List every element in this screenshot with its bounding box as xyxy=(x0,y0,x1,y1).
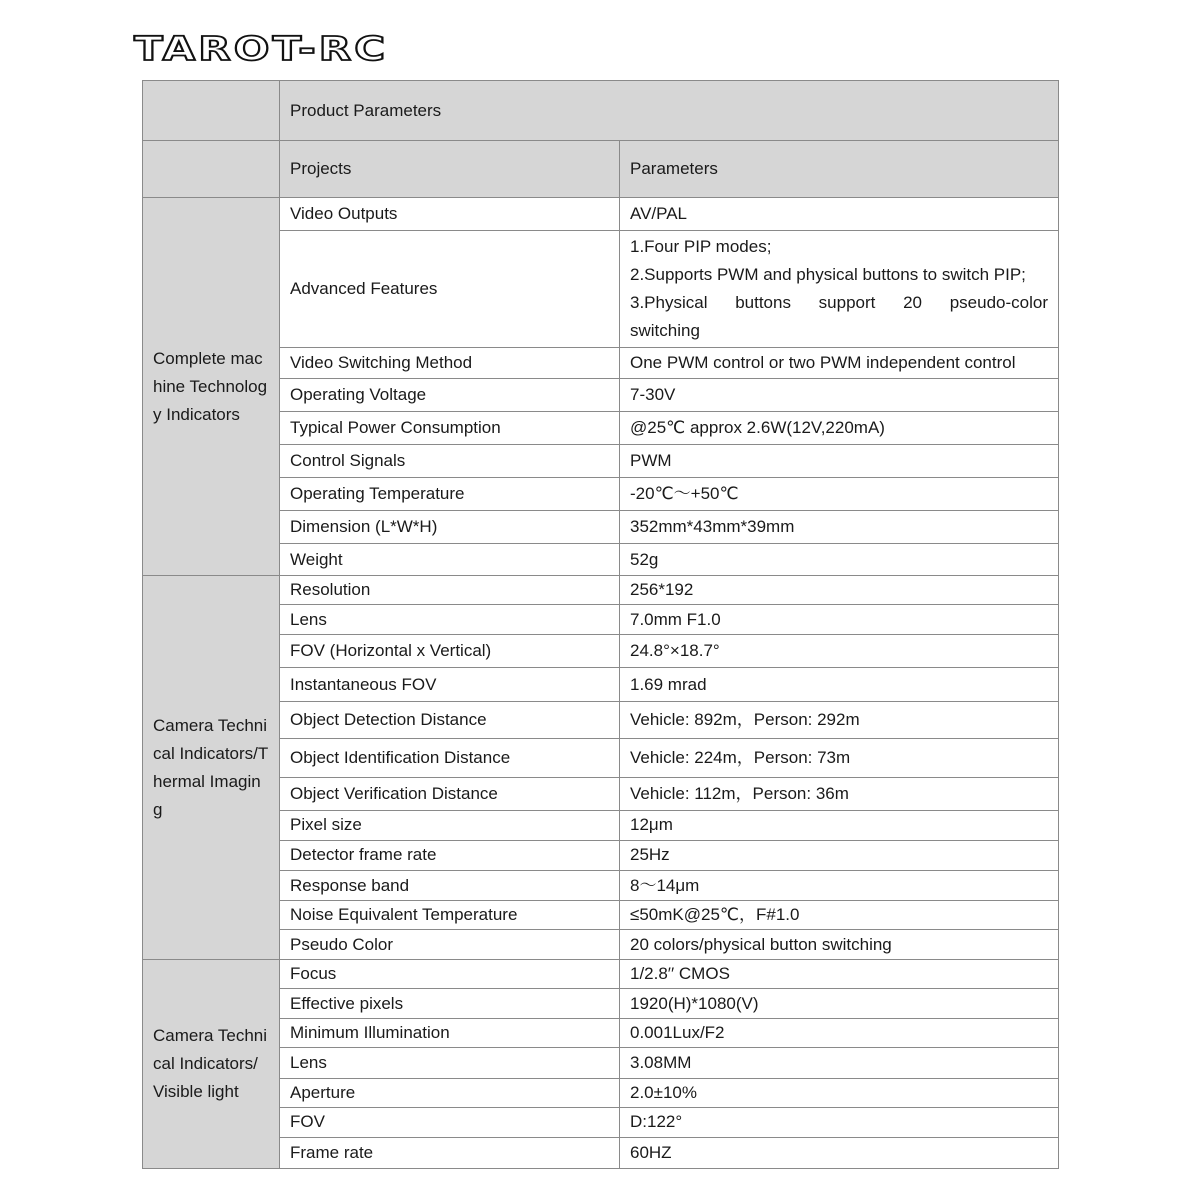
value-cell: 25Hz xyxy=(620,840,1059,870)
feature-line: 2.Supports PWM and physical buttons to switch PIP; xyxy=(630,265,1026,285)
table-row xyxy=(143,930,1059,960)
feature-line: 1.Four PIP modes; xyxy=(630,237,772,257)
value-cell: 352mm*43mm*39mm xyxy=(620,511,1059,544)
table-row xyxy=(143,1048,1059,1078)
header-corner-cell xyxy=(143,141,280,198)
value-cell: 1920(H)*1080(V) xyxy=(620,989,1059,1019)
project-cell: Object Verification Distance xyxy=(280,777,620,810)
value-cell: PWM xyxy=(620,444,1059,477)
value-cell: 60HZ xyxy=(620,1137,1059,1168)
table-row xyxy=(143,378,1059,411)
table-row xyxy=(143,198,1059,231)
table-row xyxy=(143,668,1059,701)
value-cell: AV/PAL xyxy=(620,198,1059,231)
project-cell: Dimension (L*W*H) xyxy=(280,511,620,544)
project-cell: Response band xyxy=(280,870,620,900)
value-cell: 1/2.8′′ CMOS xyxy=(620,960,1059,989)
value-cell: 24.8°×18.7° xyxy=(620,635,1059,668)
project-cell: Typical Power Consumption xyxy=(280,411,620,444)
table-row xyxy=(143,411,1059,444)
project-cell: Pixel size xyxy=(280,810,620,840)
value-cell: 52g xyxy=(620,544,1059,576)
project-cell: Effective pixels xyxy=(280,989,620,1019)
value-cell: 20 colors/physical button switching xyxy=(620,930,1059,960)
table-row xyxy=(143,1107,1059,1137)
project-cell: Focus xyxy=(280,960,620,989)
value-cell: 8～14μm xyxy=(620,870,1059,900)
table-row xyxy=(143,576,1059,605)
table-row xyxy=(143,1137,1059,1168)
feature-line: switching xyxy=(630,321,700,341)
value-cell: 2.0±10% xyxy=(620,1078,1059,1107)
project-cell: Weight xyxy=(280,544,620,576)
value-cell: D:122° xyxy=(620,1107,1059,1137)
project-cell: Operating Voltage xyxy=(280,378,620,411)
table-row xyxy=(143,901,1059,930)
tarot-rc-logo xyxy=(132,28,472,68)
table-row xyxy=(143,635,1059,668)
table-row xyxy=(143,960,1059,989)
project-cell: FOV (Horizontal x Vertical) xyxy=(280,635,620,668)
category-visible-light: Camera Technical Indicators/Visible light xyxy=(143,960,280,1169)
value-cell: -20℃～+50℃ xyxy=(620,478,1059,511)
project-cell: Object Identification Distance xyxy=(280,738,620,777)
value-cell: 3.08MM xyxy=(620,1048,1059,1078)
project-cell: Operating Temperature xyxy=(280,478,620,511)
feature-line: 3.Physical buttons support 20 pseudo-color xyxy=(630,293,1048,313)
table-row xyxy=(143,605,1059,635)
table-row xyxy=(143,1078,1059,1107)
value-cell: 12μm xyxy=(620,810,1059,840)
project-cell: Video Switching Method xyxy=(280,347,620,378)
project-cell: Minimum Illumination xyxy=(280,1019,620,1048)
table-row xyxy=(143,738,1059,777)
table-row xyxy=(143,478,1059,511)
project-cell: Lens xyxy=(280,605,620,635)
project-cell: Frame rate xyxy=(280,1137,620,1168)
value-cell: 0.001Lux/F2 xyxy=(620,1019,1059,1048)
project-cell: Noise Equivalent Temperature xyxy=(280,901,620,930)
logo-graphic xyxy=(132,28,472,68)
project-cell: Pseudo Color xyxy=(280,930,620,960)
table-row xyxy=(143,444,1059,477)
table-row xyxy=(143,544,1059,576)
project-cell: Control Signals xyxy=(280,444,620,477)
project-cell: Aperture xyxy=(280,1078,620,1107)
value-cell: 7-30V xyxy=(620,378,1059,411)
project-cell: Video Outputs xyxy=(280,198,620,231)
table-row xyxy=(143,989,1059,1019)
project-cell: Detector frame rate xyxy=(280,840,620,870)
table-row xyxy=(143,701,1059,738)
table-title: Product Parameters xyxy=(280,81,1059,141)
project-cell: FOV xyxy=(280,1107,620,1137)
table-title-row xyxy=(143,81,1059,141)
project-cell: Resolution xyxy=(280,576,620,605)
project-cell: Instantaneous FOV xyxy=(280,668,620,701)
value-cell: One PWM control or two PWM independent control xyxy=(620,347,1059,378)
value-cell: Vehicle: 112m，Person: 36m xyxy=(620,777,1059,810)
project-cell: Object Detection Distance xyxy=(280,701,620,738)
header-projects: Projects xyxy=(280,141,620,198)
table-row xyxy=(143,810,1059,840)
corner-cell xyxy=(143,81,280,141)
value-cell-multiline xyxy=(620,231,1059,347)
table-row xyxy=(143,870,1059,900)
value-cell: ≤50mK@25℃，F#1.0 xyxy=(620,901,1059,930)
table-row xyxy=(143,1019,1059,1048)
project-cell: Advanced Features xyxy=(280,231,620,347)
value-cell: Vehicle: 224m，Person: 73m xyxy=(620,738,1059,777)
table-row xyxy=(143,777,1059,810)
value-cell: 7.0mm F1.0 xyxy=(620,605,1059,635)
value-cell: @25℃ approx 2.6W(12V,220mA) xyxy=(620,411,1059,444)
table-row xyxy=(143,840,1059,870)
product-parameters-table xyxy=(142,80,1059,1169)
table-row xyxy=(143,511,1059,544)
table-row xyxy=(143,231,1059,347)
category-complete-machine: Complete machine Technology Indicators xyxy=(143,198,280,576)
value-cell: Vehicle: 892m，Person: 292m xyxy=(620,701,1059,738)
value-cell: 256*192 xyxy=(620,576,1059,605)
value-cell: 1.69 mrad xyxy=(620,668,1059,701)
category-thermal-imaging: Camera Technical Indicators/Thermal Imaging xyxy=(143,576,280,960)
table-header-row xyxy=(143,141,1059,198)
table-row xyxy=(143,347,1059,378)
logo-wordmark: TAROT-RC xyxy=(134,29,389,68)
header-parameters: Parameters xyxy=(620,141,1059,198)
project-cell: Lens xyxy=(280,1048,620,1078)
